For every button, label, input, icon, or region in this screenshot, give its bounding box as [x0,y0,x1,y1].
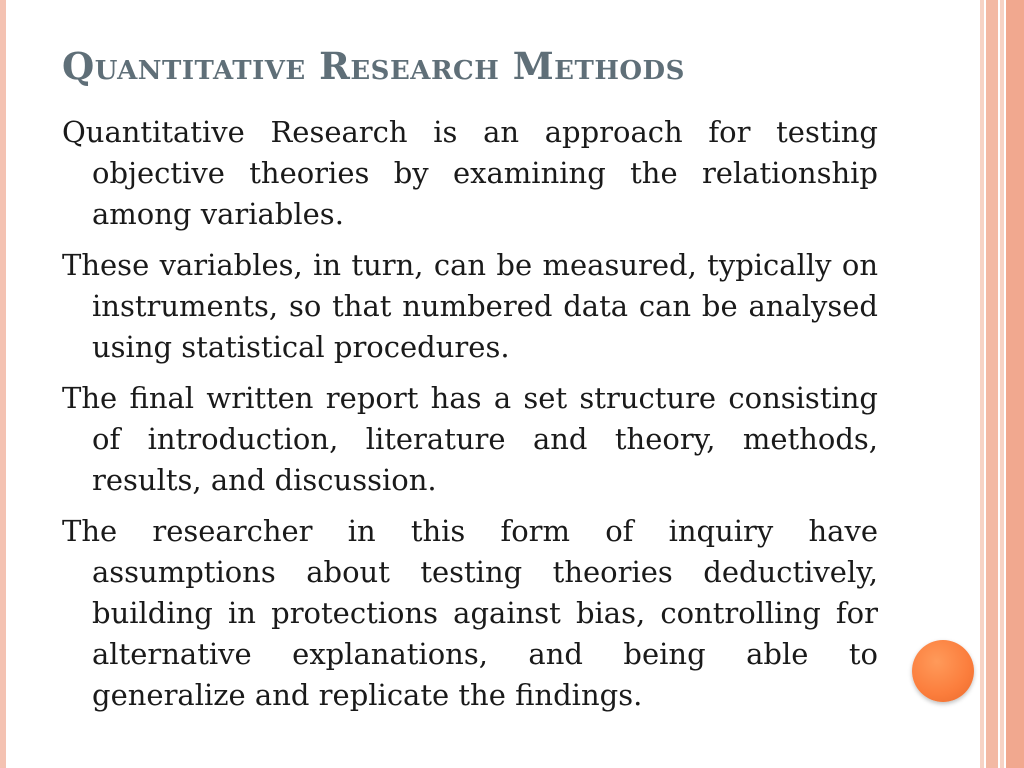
slide-body [62,112,878,726]
bullet-paragraph-3: The final written report has a set structure consisting of introduction, literature and theory, methods, results, and discussion. [62,381,878,497]
slide-title: Quantitative Research Methods [62,44,685,88]
bullet-paragraph-2: These variables, in turn, can be measured, typically on instruments, so that numbered data can be analysed using statistical procedures. [62,248,878,364]
stripe [1006,0,1024,768]
bullet-paragraph-4: The researcher in this form of inquiry have assumptions about testing theories deductively, building in protections against bias, controlling for alternative explanations, and being able to generalize and replicate the findings. [62,514,878,712]
stripe [980,0,984,768]
stripe [1000,0,1004,768]
orange-circle-decoration [912,640,974,702]
right-stripes-decoration [980,0,1024,768]
stripe [986,0,998,768]
left-border-decoration [0,0,6,768]
bullet-paragraph-1: Quantitative Research is an approach for testing objective theories by examining the relationship among variables. [62,115,878,231]
